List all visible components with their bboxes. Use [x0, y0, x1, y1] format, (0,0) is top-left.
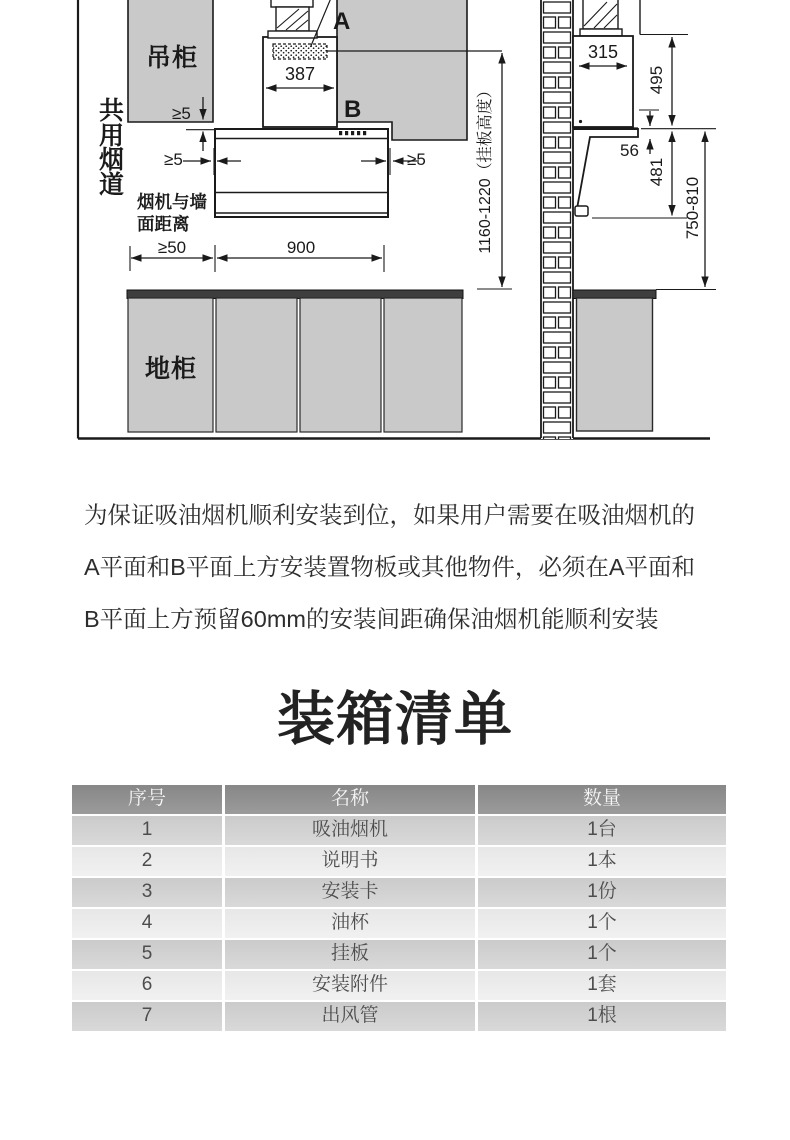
packing-table: [72, 785, 726, 1033]
col-header-name: 名称: [225, 785, 475, 814]
wall-distance-note-line2: 面距离: [137, 214, 190, 234]
installation-diagram: [0, 0, 790, 455]
table-header-row: [72, 785, 726, 814]
table-row: [72, 909, 726, 938]
col-header-qty: 数量: [478, 785, 726, 814]
flex-duct-side: [583, 0, 618, 29]
cell-name: 吸油烟机: [225, 816, 475, 845]
dim-900-label: 900: [286, 238, 316, 257]
countertop-front: [127, 290, 463, 299]
dim-right-gap-label: ≥5: [407, 150, 426, 169]
cell-no: 1: [72, 816, 222, 845]
cell-qty: 1本: [478, 847, 726, 876]
screw-dot: [579, 120, 582, 123]
cell-no: 6: [72, 971, 222, 1000]
cell-qty: 1台: [478, 816, 726, 845]
wall-distance-note-line1: 烟机与墙: [137, 192, 207, 212]
top-cabinet-label: 吊柜: [146, 44, 199, 72]
note-line: 为保证吸油烟机顺利安装到位，如果用户需要在吸油烟机的: [84, 502, 695, 528]
note-line: B平面上方预留60mm的安装间距确保油烟机能顺利安装: [84, 606, 659, 632]
cell-qty: 1套: [478, 971, 726, 1000]
cell-qty: 1个: [478, 940, 726, 969]
cell-name: 安装卡: [225, 878, 475, 907]
flex-duct-front: [276, 7, 309, 31]
table-row: [72, 878, 726, 907]
duct-flange-front: [268, 31, 317, 38]
cell-name: 安装附件: [225, 971, 475, 1000]
dim-left-gap-label: ≥5: [164, 150, 183, 169]
shared-flue-label: 共用烟道: [98, 97, 125, 199]
vent-outlet-a-plane: [273, 44, 327, 59]
plane-b-label: B: [344, 96, 362, 123]
dim-750-810-label: 750-810: [683, 176, 702, 240]
table-row: [72, 847, 726, 876]
base-cabinet-label: 地柜: [145, 355, 198, 383]
cell-no: 7: [72, 1002, 222, 1031]
table-row: [72, 971, 726, 1000]
countertop-side: [573, 290, 656, 299]
packing-list-title: 装箱清单: [276, 687, 513, 752]
brick-wall: [541, 0, 573, 439]
dim-481-label: 481: [647, 157, 666, 187]
hood-front: [215, 129, 388, 217]
dim-plate-height-label: 1160-1220（挂板高度）: [477, 82, 494, 254]
cell-qty: 1根: [478, 1002, 726, 1031]
base-cabinet-side: [577, 298, 653, 431]
duct-collar-front: [271, 0, 313, 7]
col-header-no: 序号: [72, 785, 222, 814]
cell-no: 4: [72, 909, 222, 938]
cell-no: 5: [72, 940, 222, 969]
installation-note: [84, 489, 724, 645]
dim-315-label: 315: [587, 42, 619, 62]
dim-495-label: 495: [647, 65, 666, 95]
cell-qty: 1个: [478, 909, 726, 938]
dim-56-label: 56: [620, 141, 639, 160]
duct-flange-side: [580, 29, 622, 36]
table-row: [72, 1002, 726, 1031]
cell-name: 说明书: [225, 847, 475, 876]
note-line: A平面和B平面上方安装置物板或其他物件，必须在A平面和: [84, 554, 696, 580]
dim-top-gap-label: ≥5: [172, 104, 191, 123]
dim-ge50-label: ≥50: [157, 238, 187, 257]
cell-no: 2: [72, 847, 222, 876]
cell-name: 出风管: [225, 1002, 475, 1031]
cell-name: 油杯: [225, 909, 475, 938]
cell-no: 3: [72, 878, 222, 907]
plane-a-label: A: [333, 8, 351, 35]
cell-qty: 1份: [478, 878, 726, 907]
installation-diagram-drawing: [0, 0, 790, 455]
table-row: [72, 940, 726, 969]
cell-name: 挂板: [225, 940, 475, 969]
dim-387-label: 387: [284, 64, 316, 84]
table-row: [72, 816, 726, 845]
